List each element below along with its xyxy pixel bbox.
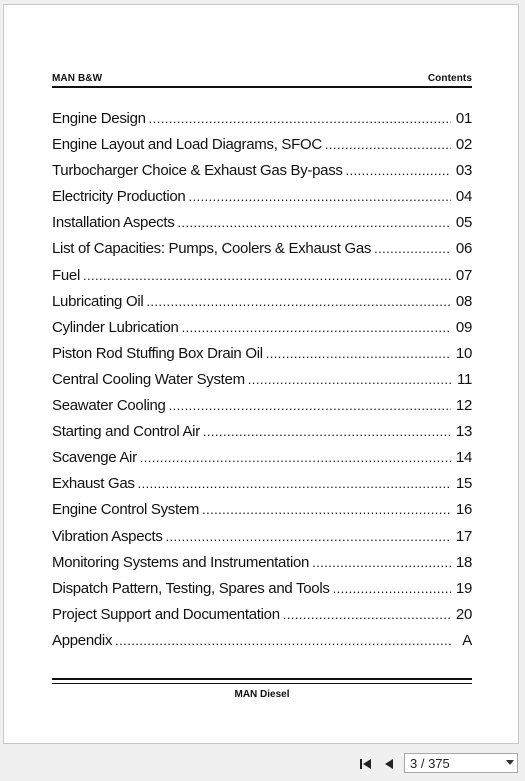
toc-entry-page: 15: [455, 475, 472, 493]
toc-entry[interactable]: [52, 293, 472, 319]
toc-entry[interactable]: [52, 345, 472, 371]
toc-entry-title: Fuel: [52, 266, 80, 284]
toc-leader-dots: [202, 502, 451, 517]
toc-entry[interactable]: [52, 188, 472, 214]
header-brand: MAN B&W: [52, 73, 103, 84]
header-section: Contents: [427, 73, 472, 84]
toc-entry[interactable]: [52, 397, 472, 423]
toc-leader-dots: [83, 268, 451, 283]
toc-leader-dots: [182, 320, 451, 335]
toc-entry[interactable]: [52, 475, 472, 501]
toc-entry[interactable]: [52, 606, 472, 632]
toc-entry[interactable]: [52, 319, 472, 345]
toc-entry-title: Seawater Cooling: [52, 397, 166, 415]
toc-entry-title: Central Cooling Water System: [52, 370, 245, 388]
toc-entry[interactable]: [52, 501, 472, 527]
toc-entry-page: 19: [455, 579, 472, 597]
toc-leader-dots: [149, 111, 451, 126]
toc-entry-title: Piston Rod Stuffing Box Drain Oil: [52, 344, 263, 362]
toc-leader-dots: [146, 294, 451, 309]
toc-entry-page: 16: [455, 501, 472, 519]
first-page-icon: [359, 757, 373, 771]
header-rule: [52, 86, 472, 88]
toc-entry[interactable]: [52, 580, 472, 606]
toc-entry-page: 07: [455, 266, 472, 284]
toc-entry[interactable]: [52, 110, 472, 136]
toc-leader-dots: [177, 215, 451, 230]
toc-leader-dots: [140, 450, 451, 465]
page-footer: MAN Diesel: [234, 689, 290, 700]
toc-leader-dots: [166, 529, 451, 544]
toc-entry-page: 09: [455, 318, 472, 336]
footer-rule-thin: [52, 683, 472, 684]
toc-entry-title: Vibration Aspects: [52, 527, 163, 545]
toc-entry[interactable]: [52, 136, 472, 162]
toc-leader-dots: [283, 607, 451, 622]
toc-entry-title: Monitoring Systems and Instrumentation: [52, 553, 310, 571]
toc-entry[interactable]: [52, 449, 472, 475]
document-page: [3, 4, 519, 744]
toc-entry-title: Electricity Production: [52, 188, 186, 206]
toc-leader-dots: [115, 633, 451, 648]
toc-entry-page: A: [462, 631, 472, 649]
toc-entry-title: Scavenge Air: [52, 449, 137, 467]
toc-entry-title: Starting and Control Air: [52, 423, 200, 441]
toc-entry[interactable]: [52, 240, 472, 266]
toc-entry-title: Engine Control System: [52, 501, 200, 519]
toc-entry[interactable]: [52, 267, 472, 293]
toc-entry[interactable]: [52, 214, 472, 240]
toc-leader-dots: [374, 241, 451, 256]
toc-entry-page: 17: [455, 527, 472, 545]
toc-entry-title: Dispatch Pattern, Testing, Spares and Tools: [52, 579, 330, 597]
toc-entry-title: Lubricating Oil: [52, 292, 144, 310]
toc-entry-title: List of Capacities: Pumps, Coolers & Exhaust Gas: [52, 240, 372, 258]
page-header: [52, 73, 472, 86]
toc-entry-title: Appendix: [52, 631, 113, 649]
toc-entry-title: Engine Design: [52, 110, 146, 127]
toc-entry-page: 05: [455, 214, 472, 232]
toc-entry-page: 18: [455, 553, 472, 571]
toc-entry-page: 06: [455, 240, 472, 258]
toc-entry-page: 14: [455, 449, 472, 467]
toc-entry-page: 02: [455, 136, 472, 154]
toc-entry-title: Project Support and Documentation: [52, 605, 280, 623]
toc-leader-dots: [188, 189, 451, 204]
footer-rule: [52, 678, 472, 680]
page-number-select[interactable]: [404, 753, 518, 773]
navigation-bar: [0, 750, 525, 778]
toc-entry[interactable]: [52, 162, 472, 188]
toc-entry-page: 08: [455, 292, 472, 310]
toc-entry-title: Exhaust Gas: [52, 475, 135, 493]
chevron-down-icon: [503, 754, 517, 772]
toc-entry[interactable]: [52, 371, 472, 397]
toc-entry-title: Installation Aspects: [52, 214, 175, 232]
toc-entry[interactable]: [52, 528, 472, 554]
toc-entry[interactable]: [52, 554, 472, 580]
toc-leader-dots: [248, 372, 451, 387]
previous-page-icon: [382, 757, 396, 771]
toc-leader-dots: [312, 555, 451, 570]
toc-entry-page: 13: [455, 423, 472, 441]
toc-entry-title: Cylinder Lubrication: [52, 318, 179, 336]
page-number-value: 3 / 375: [410, 755, 450, 771]
toc-entry-page: 20: [455, 605, 472, 623]
toc-entry-page: 12: [455, 397, 472, 415]
first-page-button[interactable]: [357, 756, 375, 772]
toc-entry-page: 11: [457, 370, 472, 388]
toc-leader-dots: [138, 476, 451, 491]
toc-entry-title: Engine Layout and Load Diagrams, SFOC: [52, 136, 322, 154]
toc-entry-page: 01: [455, 110, 472, 127]
toc-entry-page: 10: [455, 344, 472, 362]
previous-page-button[interactable]: [380, 756, 398, 772]
toc-leader-dots: [346, 163, 451, 178]
toc-entry-page: 03: [455, 162, 472, 180]
toc-entry-page: 04: [455, 188, 472, 206]
toc-leader-dots: [169, 398, 451, 413]
table-of-contents: [52, 110, 472, 658]
toc-leader-dots: [266, 346, 451, 361]
toc-leader-dots: [325, 137, 451, 152]
toc-leader-dots: [203, 424, 451, 439]
toc-leader-dots: [333, 581, 451, 596]
toc-entry-title: Turbocharger Choice & Exhaust Gas By-pass: [52, 162, 343, 180]
toc-entry[interactable]: [52, 423, 472, 449]
toc-entry[interactable]: [52, 632, 472, 658]
